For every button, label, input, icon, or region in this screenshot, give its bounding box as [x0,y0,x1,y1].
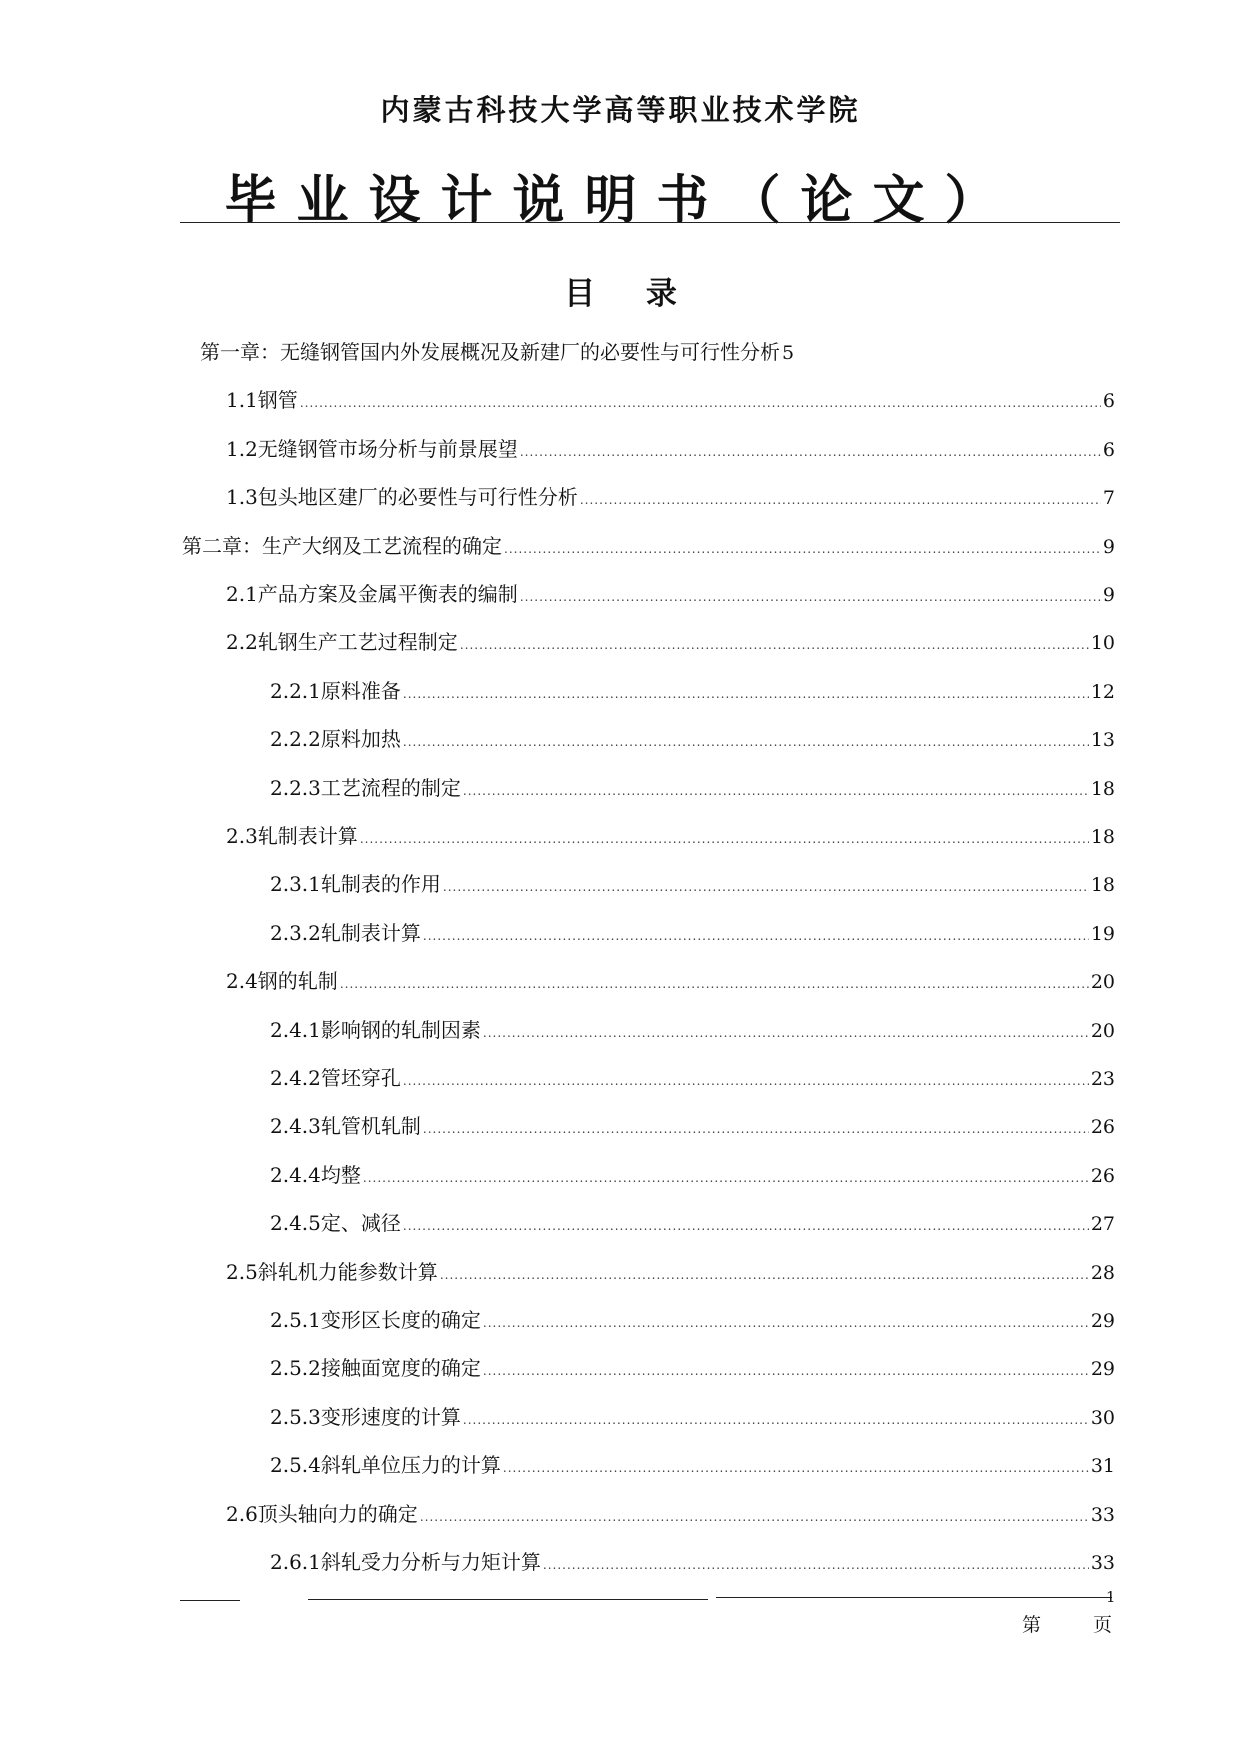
toc-leader-dots [580,493,1101,507]
toc-entry-page: 9 [1102,584,1115,606]
toc-entry-title: 2.5.4斜轧单位压力的计算 [270,1453,501,1478]
toc-leader-dots [403,687,1089,701]
toc-entry-page: 10 [1090,632,1115,655]
toc-entry-title: 2.3轧制表计算 [226,824,358,848]
toc-entry[interactable] [226,481,1115,513]
toc-entry-page: 26 [1090,1116,1115,1139]
toc-entry-page: 23 [1090,1068,1115,1090]
toc-entry-page: 9 [1102,535,1115,558]
toc-leader-dots [443,880,1089,894]
toc-entry-title: 2.1产品方案及金属平衡表的编制 [226,582,518,606]
toc-entry[interactable] [270,1304,1115,1336]
toc-entry[interactable] [226,384,1115,416]
toc-entry-title: 2.6顶头轴向力的确定 [226,1501,418,1526]
toc-leader-dots [520,445,1101,459]
toc-entry-page: 27 [1090,1213,1115,1236]
toc-entry-page: 31 [1090,1455,1115,1478]
toc-entry-title: 2.4.1影响钢的轧制因素 [270,1017,481,1042]
toc-entry-title: 2.2.2原料加热 [270,727,401,752]
toc-entry[interactable] [226,965,1115,997]
toc-entry-title: 2.5.3变形速度的计算 [270,1404,461,1429]
toc-entry-page: 20 [1090,971,1115,994]
toc-entry-title: 2.2轧钢生产工艺过程制定 [226,630,458,655]
toc-entry[interactable] [226,820,1115,852]
toc-leader-dots [360,832,1089,846]
toc-entry-page: 30 [1090,1406,1115,1429]
toc-entry[interactable] [270,1352,1115,1384]
toc-leader-dots [340,977,1089,991]
toc-entry[interactable] [270,917,1115,949]
toc-leader-dots [504,542,1101,556]
toc-entry-title: 2.4.2管坯穿孔 [270,1066,401,1090]
toc-entry[interactable] [226,1498,1115,1530]
toc-leader-dots [423,1122,1089,1136]
toc-entry-page: 18 [1090,826,1115,848]
toc-entry-title: 2.4钢的轧制 [226,969,338,994]
toc-entry-title: 2.2.1原料准备 [270,678,401,703]
toc-leader-dots [403,735,1089,749]
toc-leader-dots [403,1219,1089,1233]
document-title: 毕业设计说明书（论文） [224,170,1017,231]
toc-entry-title: 2.3.1轧制表的作用 [270,872,441,897]
toc-leader-dots [503,1461,1089,1475]
toc-entry[interactable] [270,1207,1115,1239]
toc-leader-dots [483,1364,1089,1378]
toc-leader-dots [420,1510,1089,1524]
toc-entry-title: 2.4.5定、减径 [270,1211,401,1236]
toc-entry-title: 2.5.2接触面宽度的确定 [270,1356,481,1381]
toc-entry-page: 33 [1090,1503,1115,1526]
toc-entry-title: 1.3包头地区建厂的必要性与可行性分析 [226,485,578,510]
toc-entry[interactable] [270,868,1115,900]
toc-entry[interactable] [200,336,794,368]
toc-entry[interactable] [270,1062,1115,1094]
toc-entry-title: 2.6.1斜轧受力分析与力矩计算 [270,1550,541,1574]
toc-entry[interactable] [270,1110,1115,1142]
toc-leader-dots [403,1074,1089,1088]
toc-entry[interactable] [270,1546,1115,1578]
toc-entry-page: 13 [1090,729,1115,752]
toc-entry-title: 2.2.3工艺流程的制定 [270,775,461,800]
toc-entry[interactable] [270,1159,1115,1191]
toc-leader-dots [300,396,1101,410]
toc-entry-page: 19 [1090,922,1115,945]
toc-leader-dots [543,1558,1089,1572]
toc-entry-page: 28 [1090,1261,1115,1284]
header-rule [180,222,1120,223]
footer-line-right [716,1597,1112,1598]
toc-entry-page: 20 [1090,1019,1115,1042]
toc-entry-page: 29 [1090,1358,1115,1381]
toc-entry[interactable] [270,675,1115,707]
toc-entry[interactable] [226,626,1115,658]
toc-entry-page: 29 [1090,1310,1115,1332]
toc-leader-dots [463,1413,1089,1427]
toc-entry-page: 33 [1090,1552,1115,1574]
footer-line-mid [308,1599,708,1600]
toc-entry-title: 第一章：无缝钢管国内外发展概况及新建厂的必要性与可行性分析 [200,340,780,364]
toc-entry-page: 5 [782,342,795,364]
toc-entry-page: 18 [1090,874,1115,897]
toc-entry-page: 7 [1102,487,1115,510]
toc-leader-dots [460,638,1089,652]
toc-heading: 目 录 [564,276,677,312]
toc-entry[interactable] [270,723,1115,755]
footer-line-left [180,1600,240,1601]
school-name: 内蒙古科技大学高等职业技术学院 [380,93,861,127]
toc-entry-title: 2.4.4均整 [270,1162,361,1187]
toc-entry[interactable] [182,530,1115,562]
toc-entry-page: 6 [1102,438,1115,461]
toc-entry-title: 1.1钢管 [226,388,298,413]
toc-entry[interactable] [270,772,1115,804]
toc-leader-dots [520,590,1101,604]
toc-entry-title: 2.5斜轧机力能参数计算 [226,1259,438,1284]
toc-leader-dots [363,1171,1089,1185]
toc-entry[interactable] [270,1014,1115,1046]
toc-entry-page: 6 [1102,390,1115,413]
toc-entry-page: 12 [1090,680,1115,703]
toc-leader-dots [423,929,1089,943]
toc-entry[interactable] [226,433,1115,465]
toc-entry-title: 2.5.1变形区长度的确定 [270,1308,481,1332]
toc-entry-title: 2.3.2轧制表计算 [270,920,421,945]
footer-page-number: 1 [1106,1588,1116,1606]
toc-entry-page: 18 [1090,777,1115,800]
toc-entry-title: 2.4.3轧管机轧制 [270,1114,421,1139]
toc-leader-dots [483,1026,1089,1040]
toc-entry-title: 1.2无缝钢管市场分析与前景展望 [226,436,518,461]
footer-page-label: 第 页 [1022,1614,1113,1636]
toc-entry[interactable] [270,1401,1115,1433]
toc-entry[interactable] [270,1449,1115,1481]
toc-entry-title: 第二章：生产大纲及工艺流程的确定 [182,533,502,558]
toc-entry[interactable] [226,578,1115,610]
toc-leader-dots [483,1316,1089,1330]
toc-entry[interactable] [226,1256,1115,1288]
toc-leader-dots [440,1268,1089,1282]
toc-leader-dots [463,784,1089,798]
toc-entry-page: 26 [1090,1164,1115,1187]
